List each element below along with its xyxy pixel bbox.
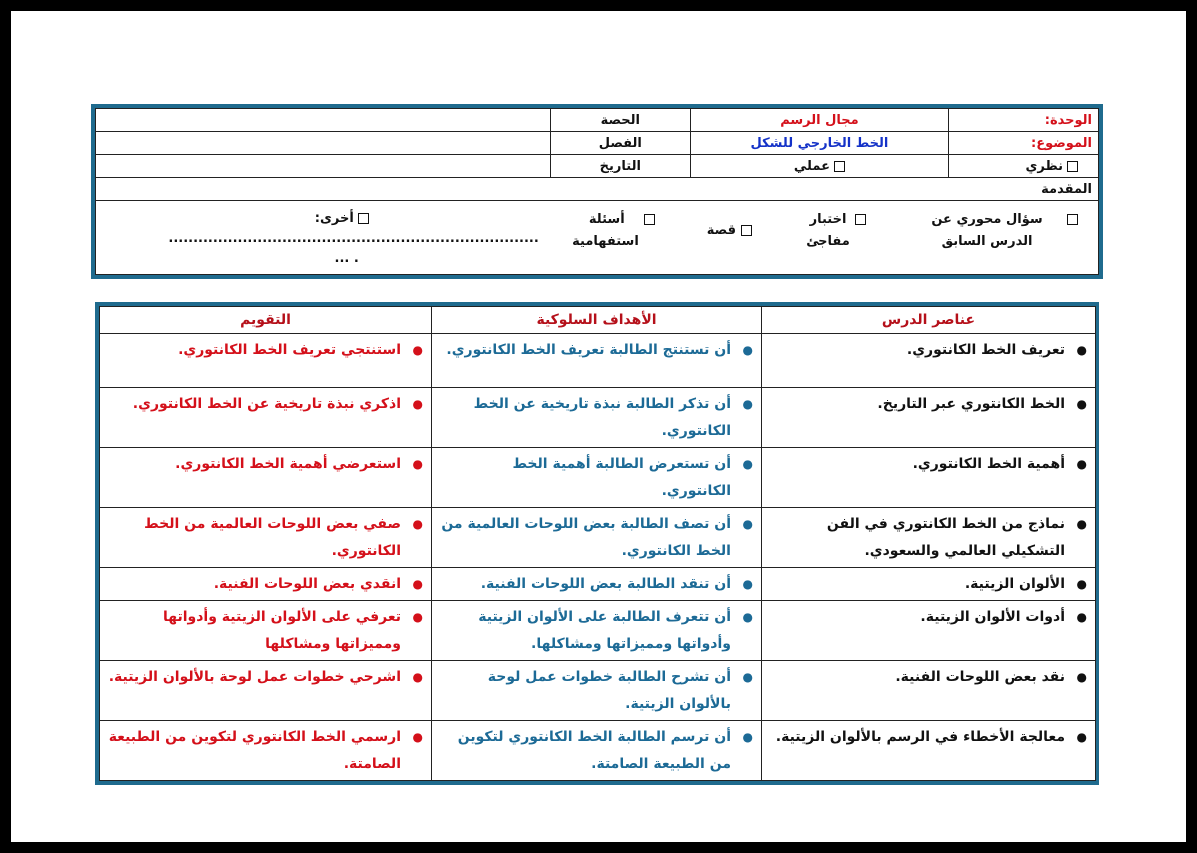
- story-label: قصة: [706, 223, 736, 238]
- lesson-row: [100, 448, 1096, 508]
- lesson-element-cell: [762, 661, 1096, 721]
- lesson-plan-box: [95, 302, 1099, 785]
- lesson-info-box: [91, 104, 1103, 279]
- lesson-plan-table: [99, 306, 1096, 781]
- header-evaluation: التقويم: [100, 307, 432, 334]
- class-value-cell[interactable]: [96, 132, 551, 155]
- lesson-row: [100, 508, 1096, 568]
- bullet-icon: ●: [412, 343, 423, 357]
- lesson-evaluation-cell: [100, 721, 432, 781]
- lesson-evaluation-cell: [100, 334, 432, 388]
- bullet-icon: ●: [412, 577, 423, 591]
- other-checkbox[interactable]: [358, 213, 369, 224]
- document-page: [11, 11, 1186, 842]
- lesson-element-bullet-item: [770, 337, 1087, 364]
- story-checkbox[interactable]: [741, 225, 752, 236]
- lesson-objective-text: أن ترسم الطالبة الخط الكانتوري لتكوين من الطبيعة الصامتة.: [457, 729, 731, 772]
- bullet-icon: ●: [742, 343, 753, 357]
- bullet-icon: ●: [412, 670, 423, 684]
- lesson-row: [100, 721, 1096, 781]
- lesson-evaluation-cell: [100, 601, 432, 661]
- bullet-icon: ●: [742, 730, 753, 744]
- intro-options: [102, 209, 1092, 269]
- bullet-icon: ●: [742, 457, 753, 471]
- lesson-element-cell: [762, 508, 1096, 568]
- lesson-element-text: الألوان الزيتية.: [964, 576, 1065, 592]
- lesson-objective-cell: [432, 721, 762, 781]
- lesson-element-text: أهمية الخط الكانتوري.: [912, 456, 1065, 472]
- unit-value: مجال الرسم: [690, 109, 949, 132]
- topic-label: الموضوع:: [949, 132, 1099, 155]
- intro-options-cell: [96, 201, 1099, 275]
- lesson-element-bullet-item: [770, 604, 1087, 631]
- bullet-icon: ●: [1076, 670, 1087, 684]
- lesson-element-bullet-item: [770, 451, 1087, 478]
- lesson-evaluation-text: اشرحي خطوات عمل لوحة بالألوان الزيتية.: [108, 669, 401, 685]
- lesson-objective-cell: [432, 508, 762, 568]
- period-label: الحصة: [551, 109, 691, 132]
- lesson-evaluation-text: تعرفي على الألوان الزيتية وأدواتها ومميزاتها ومشاكلها: [162, 609, 401, 652]
- lesson-row: [100, 388, 1096, 448]
- bullet-icon: ●: [742, 670, 753, 684]
- lesson-objective-bullet-item: [440, 451, 753, 505]
- lesson-evaluation-bullet-item: [108, 571, 423, 598]
- lesson-objective-cell: [432, 601, 762, 661]
- lesson-row: [100, 661, 1096, 721]
- story-option[interactable]: [707, 220, 752, 242]
- lesson-evaluation-text: ارسمي الخط الكانتوري لتكوين من الطبيعة الصامتة.: [108, 729, 401, 772]
- lesson-objective-bullet-item: [440, 664, 753, 718]
- bullet-icon: ●: [742, 517, 753, 531]
- lesson-evaluation-bullet-item: [108, 724, 423, 778]
- class-label: الفصل: [551, 132, 691, 155]
- lesson-evaluation-bullet-item: [108, 451, 423, 478]
- lesson-row: [100, 568, 1096, 601]
- lesson-objective-bullet-item: [440, 391, 753, 445]
- lesson-objective-bullet-item: [440, 337, 753, 364]
- header-objectives: الأهداف السلوكية: [432, 307, 762, 334]
- lesson-evaluation-bullet-item: [108, 604, 423, 658]
- surprise-test-checkbox[interactable]: [855, 214, 866, 225]
- lesson-element-cell: [762, 334, 1096, 388]
- theory-label: نظري: [1025, 158, 1063, 174]
- topic-value: الخط الخارجي للشكل: [690, 132, 949, 155]
- surprise-test-option[interactable]: [804, 209, 866, 253]
- lesson-evaluation-text: استعرضي أهمية الخط الكانتوري.: [175, 456, 401, 472]
- lesson-evaluation-cell: [100, 388, 432, 448]
- lesson-evaluation-bullet-item: [108, 664, 423, 691]
- lesson-objective-cell: [432, 334, 762, 388]
- lesson-evaluation-cell: [100, 448, 432, 508]
- lesson-element-cell: [762, 601, 1096, 661]
- lesson-evaluation-cell: [100, 568, 432, 601]
- lesson-element-bullet-item: [770, 571, 1087, 598]
- central-question-checkbox[interactable]: [1067, 214, 1078, 225]
- lesson-table-header-row: [100, 307, 1096, 334]
- lesson-info-table: [95, 108, 1099, 275]
- lesson-evaluation-bullet-item: [108, 511, 423, 565]
- lesson-objective-text: أن تصف الطالبة بعض اللوحات العالمية من الخط الكانتوري.: [441, 516, 731, 559]
- practical-label: عملي: [793, 158, 830, 174]
- central-question-label: سؤال محوري عن الدرس السابق: [931, 212, 1043, 249]
- lesson-objective-text: أن تشرح الطالبة خطوات عمل لوحة بالألوان الزيتية.: [487, 669, 731, 712]
- other-label: أخرى:: [314, 211, 354, 226]
- bullet-icon: ●: [1076, 397, 1087, 411]
- lesson-element-cell: [762, 388, 1096, 448]
- intro-label: المقدمة: [96, 178, 1099, 201]
- lesson-objective-text: أن تنقد الطالبة بعض اللوحات الفنية.: [480, 576, 731, 592]
- practical-checkbox[interactable]: [834, 161, 845, 172]
- lesson-element-bullet-item: [770, 724, 1087, 751]
- bullet-icon: ●: [412, 457, 423, 471]
- unit-label: الوحدة:: [949, 109, 1099, 132]
- bullet-icon: ●: [412, 730, 423, 744]
- bullet-icon: ●: [742, 610, 753, 624]
- lesson-objective-bullet-item: [440, 724, 753, 778]
- lesson-objective-cell: [432, 568, 762, 601]
- lesson-row: [100, 601, 1096, 661]
- lesson-objective-text: أن تستعرض الطالبة أهمية الخط الكانتوري.: [512, 456, 731, 499]
- central-question-option[interactable]: [908, 209, 1078, 253]
- bullet-icon: ●: [1076, 577, 1087, 591]
- lesson-evaluation-bullet-item: [108, 391, 423, 418]
- bullet-icon: ●: [1076, 610, 1087, 624]
- lesson-evaluation-text: استنتجي تعريف الخط الكانتوري.: [178, 342, 401, 358]
- practical-option[interactable]: [690, 155, 949, 178]
- date-value-cell[interactable]: [96, 155, 551, 178]
- lesson-evaluation-cell: [100, 508, 432, 568]
- lesson-objective-cell: [432, 388, 762, 448]
- other-dots-line-1: ...........................................................................: [168, 231, 539, 246]
- lesson-objective-cell: [432, 448, 762, 508]
- bullet-icon: ●: [742, 397, 753, 411]
- lesson-evaluation-text: انقدي بعض اللوحات الفنية.: [213, 576, 401, 592]
- lesson-objective-bullet-item: [440, 511, 753, 565]
- lesson-element-bullet-item: [770, 664, 1087, 691]
- lesson-evaluation-bullet-item: [108, 337, 423, 364]
- bullet-icon: ●: [412, 517, 423, 531]
- header-elements: عناصر الدرس: [762, 307, 1096, 334]
- bullet-icon: ●: [1076, 457, 1087, 471]
- lesson-element-text: الخط الكانتوري عبر التاريخ.: [877, 396, 1065, 412]
- bullet-icon: ●: [1076, 517, 1087, 531]
- lesson-element-text: نقد بعض اللوحات الفنية.: [895, 669, 1065, 685]
- theory-checkbox[interactable]: [1067, 161, 1078, 172]
- bullet-icon: ●: [742, 577, 753, 591]
- lesson-objective-bullet-item: [440, 571, 753, 598]
- lesson-element-text: تعريف الخط الكانتوري.: [906, 342, 1065, 358]
- lesson-evaluation-cell: [100, 661, 432, 721]
- lesson-objective-text: أن تذكر الطالبة نبذة تاريخية عن الخط الكانتوري.: [473, 396, 731, 439]
- lesson-element-bullet-item: [770, 511, 1087, 565]
- lesson-element-cell: [762, 568, 1096, 601]
- date-label: التاريخ: [551, 155, 691, 178]
- bullet-icon: ●: [412, 610, 423, 624]
- other-option[interactable]: [129, 209, 539, 269]
- bullet-icon: ●: [412, 397, 423, 411]
- lesson-element-text: نماذج من الخط الكانتوري في الفن التشكيلي العالمي والسعودي.: [826, 516, 1065, 559]
- lesson-row: [100, 334, 1096, 388]
- lesson-evaluation-text: صفي بعض اللوحات العالمية من الخط الكانتوري.: [144, 516, 401, 559]
- questions-option[interactable]: [572, 209, 655, 253]
- surprise-test-label: اختبار مفاجئ: [806, 212, 850, 249]
- lesson-element-cell: [762, 721, 1096, 781]
- theory-option[interactable]: [949, 155, 1099, 178]
- lesson-objective-text: أن تستنتج الطالبة تعريف الخط الكانتوري.: [446, 342, 731, 358]
- questions-checkbox[interactable]: [644, 214, 655, 225]
- lesson-objective-cell: [432, 661, 762, 721]
- other-label-line: [129, 209, 539, 229]
- lesson-evaluation-text: اذكري نبذة تاريخية عن الخط الكانتوري.: [132, 396, 401, 412]
- lesson-element-bullet-item: [770, 391, 1087, 418]
- lesson-objective-bullet-item: [440, 604, 753, 658]
- lesson-element-cell: [762, 448, 1096, 508]
- questions-label: أسئلة استفهامية: [572, 212, 639, 249]
- lesson-objective-text: أن تتعرف الطالبة على الألوان الزيتية وأدواتها ومميزاتها ومشاكلها.: [478, 609, 731, 652]
- bullet-icon: ●: [1076, 730, 1087, 744]
- bullet-icon: ●: [1076, 343, 1087, 357]
- lesson-element-text: أدوات الألوان الزيتية.: [920, 609, 1065, 625]
- lesson-element-text: معالجة الأخطاء في الرسم بالألوان الزيتية.: [775, 729, 1065, 745]
- period-value-cell[interactable]: [96, 109, 551, 132]
- other-dots-line-2: . ...: [334, 251, 359, 266]
